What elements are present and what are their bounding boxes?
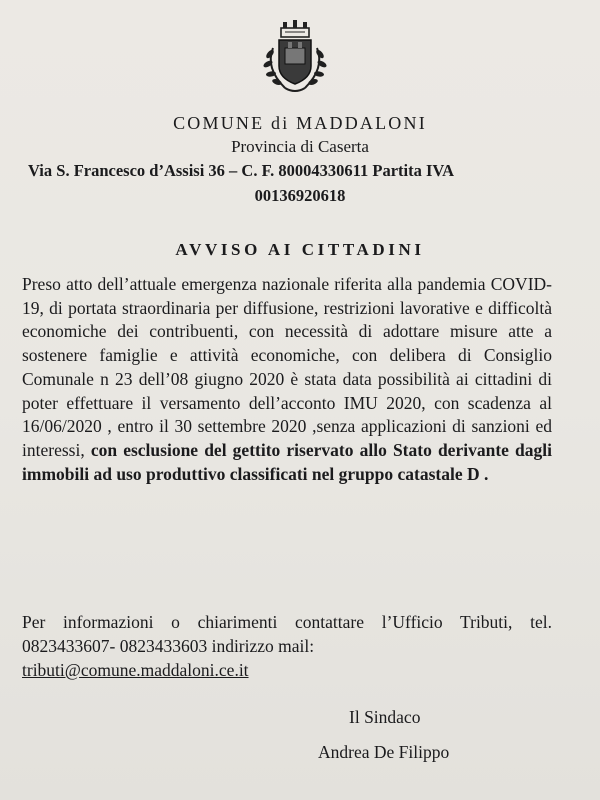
signature-title: Il Sindaco <box>349 707 421 727</box>
contact-info <box>22 611 552 682</box>
notice-body-plain: Preso atto dell’attuale emergenza nazionale riferita alla pandemia COVID-19, di portata straordinaria per diffusione, restrizioni lavorative e difficoltà economiche dei contribuenti, con necessità di adottare misure atte a sostenere famiglie e attività economiche, con delibera di Consiglio Comunale n 23 dell’08 giugno 2020 è stata data possibilità ai cittadini di poter effettuare il versamento dell’acconto IMU 2020, con scadenza al 16/06/2020 , entro il 30 settembre 2020 ,senza applicazioni di sanzioni ed interessi, <box>22 274 552 460</box>
notice-body <box>22 273 552 486</box>
vat-number: 00136920618 <box>254 186 346 205</box>
notice-body-bold: con esclusione del gettito riservato allo Stato derivante dagli immobili ad uso produttivo classificati nel gruppo catastale D . <box>22 439 552 484</box>
contact-intro: Per informazioni o chiarimenti contattare l’Ufficio Tributi, tel. 0823433607- 0823433603 indirizzo mail: <box>22 612 552 656</box>
province-name: Provincia di Caserta <box>231 137 369 156</box>
email-link[interactable]: tributi@comune.maddaloni.ce.it <box>22 659 249 680</box>
municipality-address: Via S. Francesco d’Assisi 36 – C. F. 80004330611 Partita IVA <box>28 161 455 180</box>
municipality-name: COMUNE di MADDALONI <box>173 113 427 133</box>
notice-heading: AVVISO AI CITTADINI <box>175 240 425 259</box>
municipal-crest-icon <box>255 18 335 96</box>
signature-name: Andrea De Filippo <box>318 742 450 762</box>
